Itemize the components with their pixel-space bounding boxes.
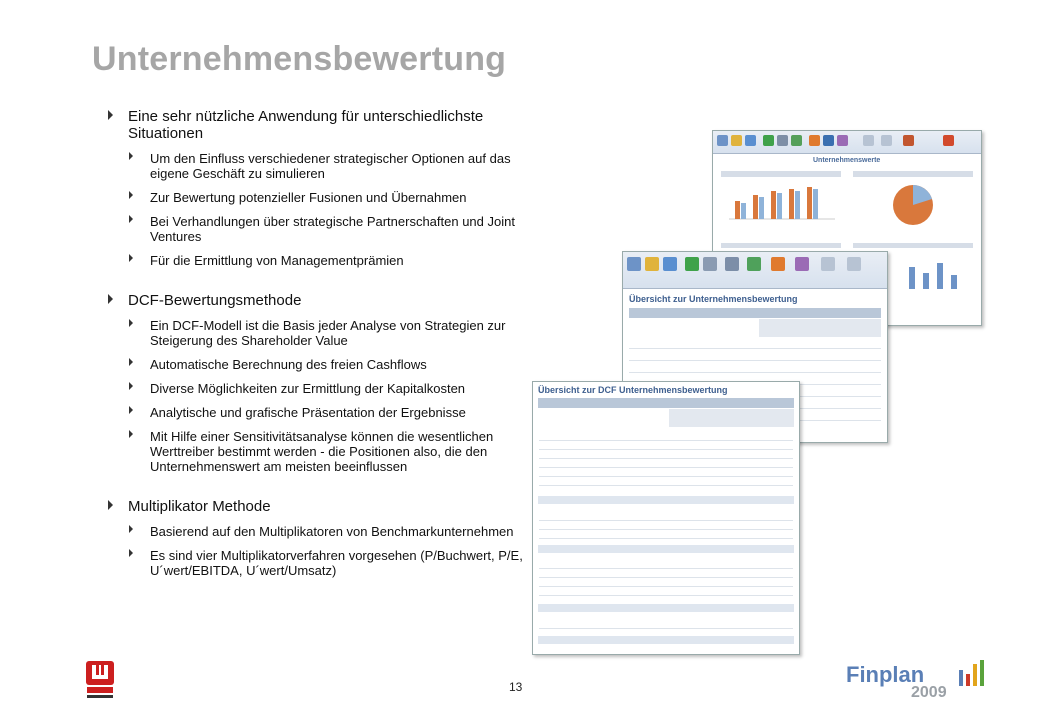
brand-logo-text: Finplan [846,662,925,687]
bullet-arrow-icon [129,358,133,366]
bullet-arrow-icon [108,294,113,304]
list-item: Es sind vier Multiplikatorverfahren vorgesehen (P/Buchwert, P/E, U´wert/EBITDA, U´wert/Umsatz) [129,548,528,578]
page-title: Unternehmensbewertung [92,40,507,78]
ribbon-toolbar [713,131,981,154]
list-item: Um den Einfluss verschiedener strategischer Optionen auf das eigene Geschäft zu simulieren [129,151,528,181]
bullet-arrow-icon [129,191,133,199]
bullet-arrow-icon [129,215,133,223]
bullet-arrow-icon [129,152,133,160]
list-item: Zur Bewertung potenzieller Fusionen und Übernahmen [129,190,528,205]
wmc-logo-icon [85,660,115,700]
software-screenshot-dcf-overview [532,381,800,655]
screenshot-title: Übersicht zur DCF Unternehmensbewertung [538,385,728,395]
list-item: Für die Ermittlung von Managementprämien [129,253,528,268]
list-item: Analytische und grafische Präsentation der Ergebnisse [129,405,528,420]
list-item: Automatische Berechnung des freien Cashflows [129,357,528,372]
bullet-arrow-icon [129,254,133,262]
section-heading: Eine sehr nützliche Anwendung für unterschiedlichste Situationen [108,108,528,142]
list-item: Basierend auf den Multiplikatoren von Benchmarkunternehmen [129,524,528,539]
bullet-arrow-icon [129,406,133,414]
bullet-arrow-icon [129,549,133,557]
section-heading: Multiplikator Methode [108,498,528,515]
list-item: Ein DCF-Modell ist die Basis jeder Analyse von Strategien zur Steigerung des Shareholder Value [129,318,528,348]
bullet-arrow-icon [129,430,133,438]
brand-year: 2009 [911,684,947,701]
section-heading: DCF-Bewertungsmethode [108,292,528,309]
bullet-arrow-icon [129,319,133,327]
bullet-arrow-icon [108,110,113,120]
list-item: Mit Hilfe einer Sensitivitätsanalyse können die wesentlichen Werttreiber bestimmt werden - die Positionen also, die den Unternehmenswert am meisten beeinflussen [129,429,528,474]
bullet-arrow-icon [108,500,113,510]
ribbon-toolbar [623,252,887,289]
list-item: Diverse Möglichkeiten zur Ermittlung der Kapitalkosten [129,381,528,396]
list-item: Bei Verhandlungen über strategische Partnerschaften und Joint Ventures [129,214,528,244]
page-number: 13 [509,680,523,694]
screenshot-title: Übersicht zur Unternehmensbewertung [629,294,798,304]
bullet-content [108,108,528,578]
bullet-arrow-icon [129,382,133,390]
finplan-bars-icon [958,658,988,688]
bullet-arrow-icon [129,525,133,533]
screenshot-title: Unternehmenswerte [813,157,881,164]
